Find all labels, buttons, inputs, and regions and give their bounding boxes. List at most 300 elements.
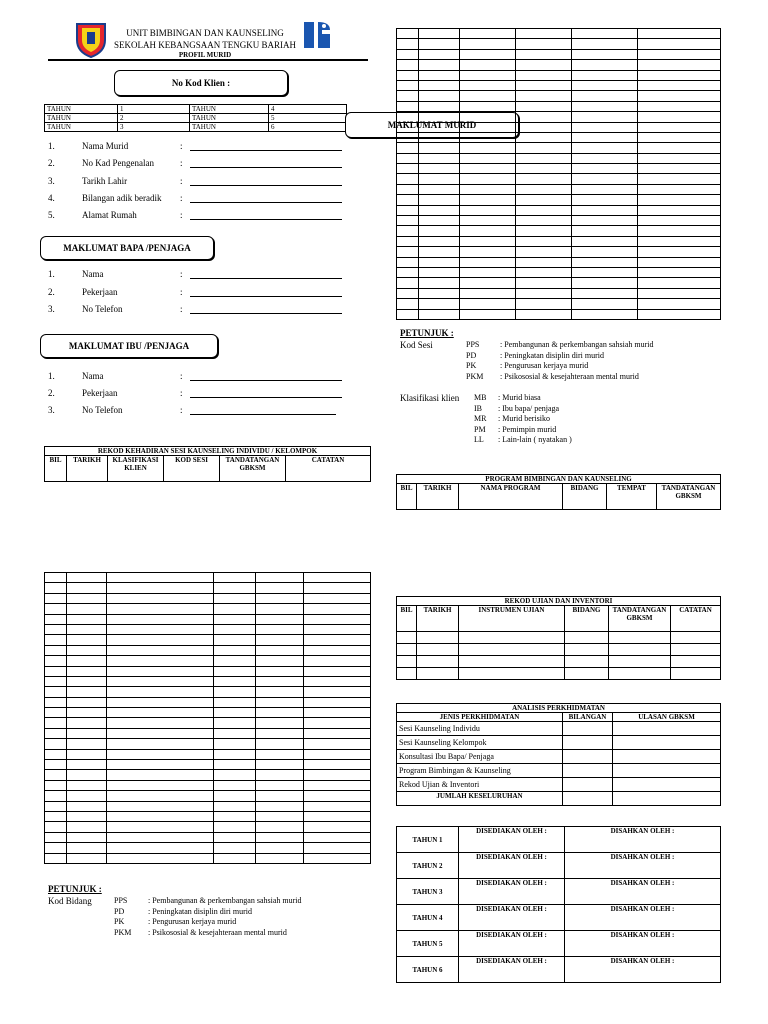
blank-cell[interactable] — [304, 791, 371, 801]
blank-cell[interactable] — [45, 801, 67, 811]
blank-cell[interactable] — [67, 676, 107, 686]
disahkan-cell[interactable]: DISAHKAN OLEH : — [565, 879, 721, 905]
blank-cell[interactable] — [107, 583, 214, 593]
blank-cell[interactable] — [417, 632, 459, 644]
blank-cell[interactable] — [304, 708, 371, 718]
blank-cell[interactable] — [419, 184, 460, 194]
blank-cell[interactable] — [45, 811, 67, 821]
blank-cell[interactable] — [256, 832, 304, 842]
blank-cell[interactable] — [67, 604, 107, 614]
blank-cell[interactable] — [419, 49, 460, 59]
bilangan-cell[interactable] — [563, 736, 613, 750]
blank-cell[interactable] — [419, 309, 460, 319]
telefon-ibu-line[interactable] — [190, 414, 336, 415]
blank-cell[interactable] — [565, 644, 609, 656]
blank-cell[interactable] — [572, 184, 638, 194]
blank-cell[interactable] — [45, 843, 67, 853]
disahkan-cell[interactable]: DISAHKAN OLEH : — [565, 957, 721, 983]
nama-murid-line[interactable] — [190, 150, 342, 151]
blank-cell[interactable] — [214, 718, 256, 728]
blank-cell[interactable] — [516, 299, 572, 309]
blank-cell[interactable] — [214, 604, 256, 614]
blank-cell[interactable] — [256, 843, 304, 853]
blank-cell[interactable] — [397, 39, 419, 49]
ulasan-cell[interactable] — [613, 722, 721, 736]
blank-cell[interactable] — [256, 780, 304, 790]
blank-cell[interactable] — [107, 770, 214, 780]
blank-cell[interactable] — [256, 666, 304, 676]
blank-cell[interactable] — [45, 728, 67, 738]
blank-cell[interactable] — [107, 801, 214, 811]
blank-cell[interactable] — [397, 278, 419, 288]
blank-cell[interactable] — [516, 91, 572, 101]
blank-cell[interactable] — [638, 195, 721, 205]
blank-cell[interactable] — [419, 60, 460, 70]
blank-cell[interactable] — [516, 309, 572, 319]
blank-cell[interactable] — [304, 728, 371, 738]
blank-cell[interactable] — [256, 645, 304, 655]
blank-cell[interactable] — [572, 39, 638, 49]
blank-cell[interactable] — [45, 645, 67, 655]
blank-cell[interactable] — [45, 760, 67, 770]
blank-cell[interactable] — [397, 299, 419, 309]
ulasan-cell[interactable] — [613, 764, 721, 778]
blank-cell[interactable] — [397, 70, 419, 80]
blank-cell[interactable] — [516, 112, 572, 122]
telefon-bapa-line[interactable] — [190, 313, 342, 314]
blank-cell[interactable] — [419, 122, 460, 132]
blank-cell[interactable] — [397, 143, 419, 153]
blank-cell[interactable] — [67, 770, 107, 780]
blank-cell[interactable] — [638, 49, 721, 59]
blank-cell[interactable] — [638, 184, 721, 194]
blank-cell[interactable] — [565, 632, 609, 644]
blank-cell[interactable] — [304, 832, 371, 842]
blank-cell[interactable] — [638, 174, 721, 184]
blank-cell[interactable] — [107, 822, 214, 832]
blank-cell[interactable] — [45, 583, 67, 593]
blank-cell[interactable] — [107, 573, 214, 583]
blank-cell[interactable] — [304, 780, 371, 790]
blank-cell[interactable] — [45, 739, 67, 749]
blank-cell[interactable] — [214, 708, 256, 718]
blank-cell[interactable] — [107, 832, 214, 842]
blank-cell[interactable] — [460, 91, 516, 101]
blank-cell[interactable] — [638, 205, 721, 215]
blank-cell[interactable] — [572, 49, 638, 59]
blank-cell[interactable] — [67, 666, 107, 676]
blank-cell[interactable] — [397, 101, 419, 111]
blank-cell[interactable] — [572, 257, 638, 267]
blank-cell[interactable] — [638, 132, 721, 142]
blank-cell[interactable] — [397, 49, 419, 59]
blank-cell[interactable] — [304, 666, 371, 676]
blank-cell[interactable] — [304, 697, 371, 707]
blank-cell[interactable] — [638, 236, 721, 246]
blank-cell[interactable] — [256, 853, 304, 863]
blank-cell[interactable] — [460, 195, 516, 205]
blank-cell[interactable] — [214, 656, 256, 666]
blank-cell[interactable] — [214, 832, 256, 842]
blank-cell[interactable] — [460, 174, 516, 184]
blank-cell[interactable] — [460, 267, 516, 277]
blank-cell[interactable] — [419, 205, 460, 215]
blank-cell[interactable] — [107, 718, 214, 728]
bilangan-cell[interactable] — [563, 792, 613, 806]
blank-cell[interactable] — [67, 780, 107, 790]
blank-cell[interactable] — [304, 604, 371, 614]
blank-cell[interactable] — [460, 70, 516, 80]
blank-cell[interactable] — [419, 80, 460, 90]
blank-cell[interactable] — [214, 697, 256, 707]
blank-cell[interactable] — [460, 60, 516, 70]
blank-cell[interactable] — [572, 174, 638, 184]
disahkan-cell[interactable]: DISAHKAN OLEH : — [565, 827, 721, 853]
blank-cell[interactable] — [572, 153, 638, 163]
blank-cell[interactable] — [67, 832, 107, 842]
blank-cell[interactable] — [572, 299, 638, 309]
blank-cell[interactable] — [67, 697, 107, 707]
blank-cell[interactable] — [256, 760, 304, 770]
bilangan-cell[interactable] — [563, 750, 613, 764]
disediakan-cell[interactable]: DISEDIAKAN OLEH : — [459, 879, 565, 905]
bilangan-cell[interactable] — [563, 764, 613, 778]
blank-cell[interactable] — [107, 614, 214, 624]
disediakan-cell[interactable]: DISEDIAKAN OLEH : — [459, 957, 565, 983]
blank-cell[interactable] — [638, 91, 721, 101]
blank-cell[interactable] — [107, 604, 214, 614]
blank-cell[interactable] — [516, 29, 572, 39]
blank-cell[interactable] — [214, 624, 256, 634]
blank-cell[interactable] — [256, 770, 304, 780]
blank-cell[interactable] — [45, 791, 67, 801]
blank-cell[interactable] — [304, 656, 371, 666]
blank-cell[interactable] — [460, 278, 516, 288]
blank-cell[interactable] — [460, 143, 516, 153]
blank-cell[interactable] — [67, 614, 107, 624]
blank-cell[interactable] — [107, 760, 214, 770]
blank-cell[interactable] — [67, 728, 107, 738]
blank-cell[interactable] — [638, 278, 721, 288]
blank-cell[interactable] — [256, 614, 304, 624]
blank-cell[interactable] — [45, 593, 67, 603]
blank-cell[interactable] — [256, 708, 304, 718]
blank-cell[interactable] — [516, 143, 572, 153]
blank-cell[interactable] — [214, 583, 256, 593]
blank-cell[interactable] — [460, 216, 516, 226]
blank-cell[interactable] — [397, 174, 419, 184]
blank-cell[interactable] — [419, 288, 460, 298]
disediakan-cell[interactable]: DISEDIAKAN OLEH : — [459, 931, 565, 957]
blank-cell[interactable] — [107, 697, 214, 707]
blank-cell[interactable] — [419, 101, 460, 111]
kod-klien-box[interactable] — [114, 70, 288, 96]
blank-cell[interactable] — [671, 644, 721, 656]
blank-cell[interactable] — [638, 101, 721, 111]
blank-cell[interactable] — [419, 278, 460, 288]
ulasan-cell[interactable] — [613, 736, 721, 750]
ulasan-cell[interactable] — [613, 792, 721, 806]
blank-cell[interactable] — [256, 624, 304, 634]
blank-cell[interactable] — [45, 604, 67, 614]
blank-cell[interactable] — [256, 687, 304, 697]
blank-cell[interactable] — [256, 749, 304, 759]
blank-cell[interactable] — [304, 843, 371, 853]
blank-cell[interactable] — [419, 153, 460, 163]
adik-beradik-line[interactable] — [190, 202, 342, 203]
blank-cell[interactable] — [107, 624, 214, 634]
blank-cell[interactable] — [67, 749, 107, 759]
blank-cell[interactable] — [45, 624, 67, 634]
blank-cell[interactable] — [304, 770, 371, 780]
disediakan-cell[interactable]: DISEDIAKAN OLEH : — [459, 905, 565, 931]
blank-cell[interactable] — [516, 132, 572, 142]
blank-cell[interactable] — [460, 101, 516, 111]
blank-cell[interactable] — [397, 195, 419, 205]
blank-cell[interactable] — [397, 656, 417, 668]
blank-cell[interactable] — [107, 656, 214, 666]
blank-cell[interactable] — [214, 822, 256, 832]
blank-cell[interactable] — [638, 153, 721, 163]
blank-cell[interactable] — [609, 644, 671, 656]
blank-cell[interactable] — [397, 164, 419, 174]
blank-cell[interactable] — [460, 247, 516, 257]
ulasan-cell[interactable] — [613, 778, 721, 792]
blank-cell[interactable] — [572, 288, 638, 298]
blank-cell[interactable] — [214, 687, 256, 697]
blank-cell[interactable] — [516, 195, 572, 205]
blank-cell[interactable] — [107, 645, 214, 655]
blank-cell[interactable] — [516, 122, 572, 132]
blank-cell[interactable] — [256, 583, 304, 593]
blank-cell[interactable] — [638, 70, 721, 80]
blank-cell[interactable] — [107, 676, 214, 686]
blank-cell[interactable] — [516, 60, 572, 70]
blank-cell[interactable] — [419, 174, 460, 184]
kad-pengenalan-line[interactable] — [190, 167, 342, 168]
blank-cell[interactable] — [67, 811, 107, 821]
blank-cell[interactable] — [107, 853, 214, 863]
disediakan-cell[interactable]: DISEDIAKAN OLEH : — [459, 827, 565, 853]
blank-cell[interactable] — [638, 299, 721, 309]
blank-cell[interactable] — [304, 687, 371, 697]
blank-cell[interactable] — [516, 184, 572, 194]
blank-cell[interactable] — [417, 656, 459, 668]
blank-cell[interactable] — [460, 184, 516, 194]
blank-cell[interactable] — [460, 122, 516, 132]
tarikh-lahir-line[interactable] — [190, 185, 342, 186]
blank-cell[interactable] — [214, 573, 256, 583]
blank-cell[interactable] — [572, 205, 638, 215]
blank-cell[interactable] — [304, 739, 371, 749]
blank-cell[interactable] — [107, 739, 214, 749]
blank-cell[interactable] — [256, 697, 304, 707]
blank-cell[interactable] — [572, 60, 638, 70]
blank-cell[interactable] — [397, 91, 419, 101]
blank-cell[interactable] — [67, 739, 107, 749]
blank-cell[interactable] — [67, 801, 107, 811]
blank-cell[interactable] — [45, 708, 67, 718]
blank-cell[interactable] — [304, 593, 371, 603]
blank-cell[interactable] — [516, 49, 572, 59]
blank-cell[interactable] — [417, 668, 459, 680]
blank-cell[interactable] — [460, 153, 516, 163]
blank-cell[interactable] — [419, 236, 460, 246]
blank-cell[interactable] — [516, 226, 572, 236]
blank-cell[interactable] — [67, 635, 107, 645]
blank-cell[interactable] — [67, 822, 107, 832]
blank-cell[interactable] — [107, 811, 214, 821]
blank-cell[interactable] — [304, 822, 371, 832]
blank-cell[interactable] — [516, 153, 572, 163]
blank-cell[interactable] — [419, 91, 460, 101]
blank-cell[interactable] — [572, 80, 638, 90]
blank-cell[interactable] — [304, 583, 371, 593]
blank-cell[interactable] — [671, 656, 721, 668]
nama-ibu-line[interactable] — [190, 380, 342, 381]
blank-cell[interactable] — [45, 822, 67, 832]
bilangan-cell[interactable] — [563, 722, 613, 736]
blank-cell[interactable] — [397, 267, 419, 277]
blank-cell[interactable] — [67, 624, 107, 634]
blank-cell[interactable] — [419, 257, 460, 267]
blank-cell[interactable] — [419, 195, 460, 205]
blank-cell[interactable] — [45, 687, 67, 697]
blank-cell[interactable] — [67, 645, 107, 655]
blank-cell[interactable] — [460, 29, 516, 39]
alamat-line[interactable] — [190, 219, 342, 220]
blank-cell[interactable] — [638, 143, 721, 153]
blank-cell[interactable] — [419, 112, 460, 122]
ulasan-cell[interactable] — [613, 750, 721, 764]
blank-cell[interactable] — [572, 91, 638, 101]
blank-cell[interactable] — [397, 644, 417, 656]
blank-cell[interactable] — [572, 101, 638, 111]
blank-cell[interactable] — [460, 39, 516, 49]
blank-cell[interactable] — [638, 60, 721, 70]
blank-cell[interactable] — [572, 195, 638, 205]
blank-cell[interactable] — [460, 164, 516, 174]
blank-cell[interactable] — [256, 728, 304, 738]
blank-cell[interactable] — [256, 801, 304, 811]
blank-cell[interactable] — [460, 257, 516, 267]
blank-cell[interactable] — [572, 143, 638, 153]
blank-cell[interactable] — [460, 236, 516, 246]
blank-cell[interactable] — [67, 583, 107, 593]
blank-cell[interactable] — [638, 257, 721, 267]
blank-cell[interactable] — [459, 632, 565, 644]
blank-cell[interactable] — [214, 770, 256, 780]
blank-cell[interactable] — [67, 760, 107, 770]
blank-cell[interactable] — [638, 309, 721, 319]
blank-cell[interactable] — [67, 853, 107, 863]
blank-cell[interactable] — [638, 164, 721, 174]
blank-cell[interactable] — [638, 80, 721, 90]
blank-cell[interactable] — [565, 668, 609, 680]
blank-cell[interactable] — [572, 112, 638, 122]
blank-cell[interactable] — [572, 226, 638, 236]
blank-cell[interactable] — [572, 216, 638, 226]
blank-cell[interactable] — [397, 226, 419, 236]
blank-cell[interactable] — [419, 132, 460, 142]
blank-cell[interactable] — [516, 70, 572, 80]
blank-cell[interactable] — [397, 309, 419, 319]
blank-cell[interactable] — [460, 205, 516, 215]
blank-cell[interactable] — [304, 676, 371, 686]
blank-cell[interactable] — [214, 645, 256, 655]
blank-cell[interactable] — [419, 267, 460, 277]
blank-cell[interactable] — [67, 656, 107, 666]
blank-cell[interactable] — [609, 656, 671, 668]
blank-cell[interactable] — [67, 573, 107, 583]
blank-cell[interactable] — [67, 791, 107, 801]
blank-cell[interactable] — [516, 39, 572, 49]
blank-cell[interactable] — [638, 247, 721, 257]
nama-bapa-line[interactable] — [190, 278, 342, 279]
blank-cell[interactable] — [609, 632, 671, 644]
blank-cell[interactable] — [397, 80, 419, 90]
blank-cell[interactable] — [460, 309, 516, 319]
blank-cell[interactable] — [638, 267, 721, 277]
blank-cell[interactable] — [45, 749, 67, 759]
blank-cell[interactable] — [107, 791, 214, 801]
blank-cell[interactable] — [304, 573, 371, 583]
blank-cell[interactable] — [256, 593, 304, 603]
blank-cell[interactable] — [572, 267, 638, 277]
blank-cell[interactable] — [516, 267, 572, 277]
blank-cell[interactable] — [214, 666, 256, 676]
blank-cell[interactable] — [419, 226, 460, 236]
blank-cell[interactable] — [516, 174, 572, 184]
blank-cell[interactable] — [397, 29, 419, 39]
blank-cell[interactable] — [107, 687, 214, 697]
disahkan-cell[interactable]: DISAHKAN OLEH : — [565, 853, 721, 879]
blank-cell[interactable] — [304, 749, 371, 759]
blank-cell[interactable] — [304, 718, 371, 728]
blank-cell[interactable] — [214, 739, 256, 749]
blank-cell[interactable] — [397, 257, 419, 267]
blank-cell[interactable] — [516, 288, 572, 298]
blank-cell[interactable] — [419, 164, 460, 174]
blank-cell[interactable] — [304, 614, 371, 624]
blank-cell[interactable] — [67, 708, 107, 718]
blank-cell[interactable] — [214, 760, 256, 770]
blank-cell[interactable] — [214, 801, 256, 811]
blank-cell[interactable] — [256, 676, 304, 686]
blank-cell[interactable] — [304, 760, 371, 770]
blank-cell[interactable] — [419, 39, 460, 49]
blank-cell[interactable] — [516, 257, 572, 267]
blank-cell[interactable] — [107, 666, 214, 676]
blank-cell[interactable] — [397, 132, 419, 142]
blank-cell[interactable] — [572, 29, 638, 39]
blank-cell[interactable] — [397, 153, 419, 163]
blank-cell[interactable] — [459, 644, 565, 656]
blank-cell[interactable] — [516, 205, 572, 215]
blank-cell[interactable] — [459, 656, 565, 668]
blank-cell[interactable] — [516, 80, 572, 90]
blank-cell[interactable] — [397, 247, 419, 257]
blank-cell[interactable] — [304, 624, 371, 634]
blank-cell[interactable] — [397, 216, 419, 226]
blank-cell[interactable] — [397, 122, 419, 132]
blank-cell[interactable] — [460, 132, 516, 142]
blank-cell[interactable] — [638, 122, 721, 132]
blank-cell[interactable] — [214, 780, 256, 790]
blank-cell[interactable] — [516, 247, 572, 257]
blank-cell[interactable] — [397, 112, 419, 122]
blank-cell[interactable] — [460, 299, 516, 309]
